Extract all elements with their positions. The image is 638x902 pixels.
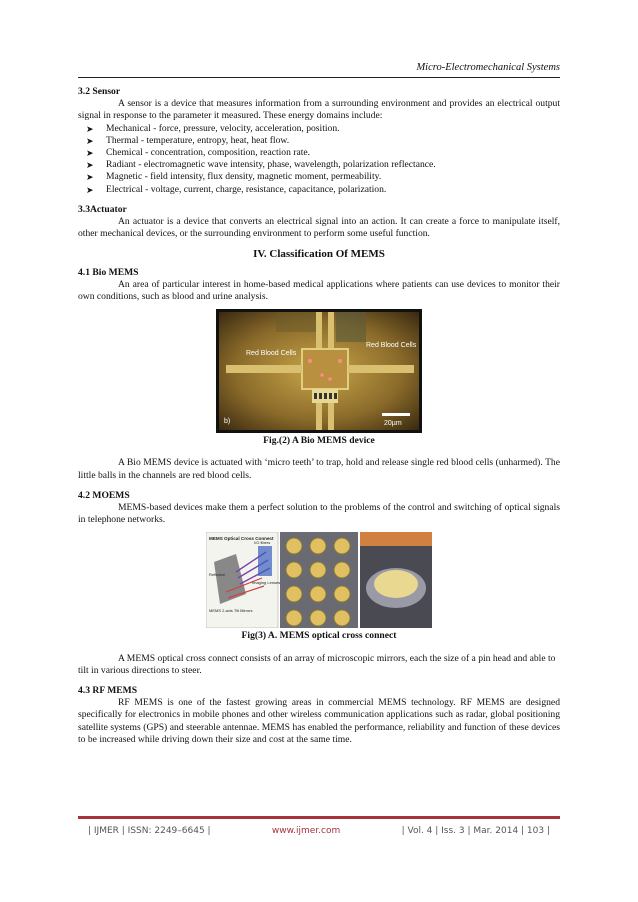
channel-left — [226, 365, 302, 373]
arrow-bullet-icon: ➤ — [86, 184, 94, 195]
fiber-bundle — [258, 546, 272, 576]
sensor-heading: 3.2 Sensor — [78, 86, 121, 97]
list-item: ➤ Thermal - temperature, entropy, heat, heat flow. — [86, 134, 290, 146]
list-item: ➤ Chemical - concentration, composition, reaction rate. — [86, 147, 311, 159]
label-reflector: Reflector — [209, 572, 226, 578]
footer-journal: | IJMER | ISSN: 2249–6645 | — [88, 826, 211, 836]
schematic-title: MEMS Optical Cross Connect — [209, 536, 274, 542]
footer-rule — [78, 816, 560, 819]
scale-label: 20µm — [384, 420, 402, 428]
section-title: IV. Classification Of MEMS — [253, 248, 385, 261]
actuator-text: An actuator is a device that converts an electrical signal into an action. It can create a force to manipulate itself, other mechanical devices, or the surrounding environment to perform some useful function. — [78, 216, 560, 240]
moems-figure — [206, 532, 432, 628]
footer-issue: | Vol. 4 | Iss. 3 | Mar. 2014 | 103 | — [401, 826, 550, 836]
bio-mems-figure — [216, 309, 422, 433]
label-mirrors: MEMS 2-axis Tilt Mirrors — [209, 608, 253, 614]
panel-label: b) — [224, 418, 231, 426]
page-footer — [78, 826, 560, 836]
arrow-bullet-icon: ➤ — [86, 160, 94, 171]
label-fibers: I/O fibers — [254, 540, 271, 546]
bio-mems-heading: 4.1 Bio MEMS — [78, 266, 139, 278]
arrow-bullet-icon: ➤ — [86, 123, 94, 134]
list-item: ➤ Mechanical - force, pressure, velocity, acceleration, position. — [86, 122, 340, 134]
moems-description: A MEMS optical cross connect consists of an array of microscopic mirrors, each the size of a pin head and able to tilt in various directions to steer. — [78, 652, 556, 676]
list-item: ➤ Radiant - electromagnetic wave intensity, phase, wavelength, polarization reflectance. — [86, 159, 436, 171]
scale-bar — [382, 413, 410, 416]
moems-heading: 4.2 MOEMS — [78, 489, 130, 501]
label-imaging: Imaging Lenses — [252, 580, 281, 586]
arrow-bullet-icon: ➤ — [86, 135, 94, 146]
figure-2-caption: Fig.(2) A Bio MEMS device — [263, 435, 375, 447]
list-item: ➤ Magnetic - field intensity, flux density, magnetic moment, permeability. — [86, 171, 382, 183]
list-item: ➤ Electrical - voltage, current, charge, resistance, capacitance, polarization. — [86, 183, 387, 195]
channel-vertical — [316, 312, 322, 352]
trap-chamber — [302, 349, 348, 389]
moems-text: MEMS-based devices make them a perfect solution to the problems of the control and switching of optical signals in telephone networks. — [78, 502, 560, 526]
mirror-surface — [374, 570, 418, 598]
arrow-bullet-icon: ➤ — [86, 148, 94, 159]
figure-3-caption: Fig(3) A. MEMS optical cross connect — [241, 630, 397, 642]
label-red-blood-cells-right: Red Blood Cells — [366, 342, 417, 350]
bio-mems-text: An area of particular interest in home-based medical applications where patients can use devices to monitor their own conditions, such as blood and urine analysis. — [78, 278, 560, 303]
channel-right — [348, 365, 414, 373]
running-header: Micro-Electromechanical Systems — [416, 62, 560, 73]
bio-mems-description: A Bio MEMS device is actuated with ‘micro teeth’ to trap, hold and release single red blood cells (unharmed). The little balls in the channels are red blood cells. — [78, 457, 560, 481]
sensor-intro: A sensor is a device that measures information from a surrounding environment and provides an electrical output signal in response to the parameter it measured. These energy domains include: — [78, 98, 560, 122]
footer-url[interactable]: www.ijmer.com — [271, 826, 341, 836]
arrow-bullet-icon: ➤ — [86, 172, 94, 183]
label-red-blood-cells-left: Red Blood Cells — [246, 350, 297, 358]
header-rule — [78, 77, 560, 78]
energy-domain-list — [86, 123, 560, 196]
actuator-heading: 3.3Actuator — [78, 203, 127, 215]
page-content — [78, 86, 560, 746]
rf-mems-text: RF MEMS is one of the fastest growing areas in commercial MEMS technology. RF MEMS are designed specifically for electronics in mobile phones and other wireless communication applications such as radar, global positioning satellite systems (GPS) and steerable antennae. MEMS has enabled the performance, reliability and function of these devices to be increased while driving down their size and cost at the same time. — [78, 697, 560, 745]
rf-mems-heading: 4.3 RF MEMS — [78, 685, 138, 697]
